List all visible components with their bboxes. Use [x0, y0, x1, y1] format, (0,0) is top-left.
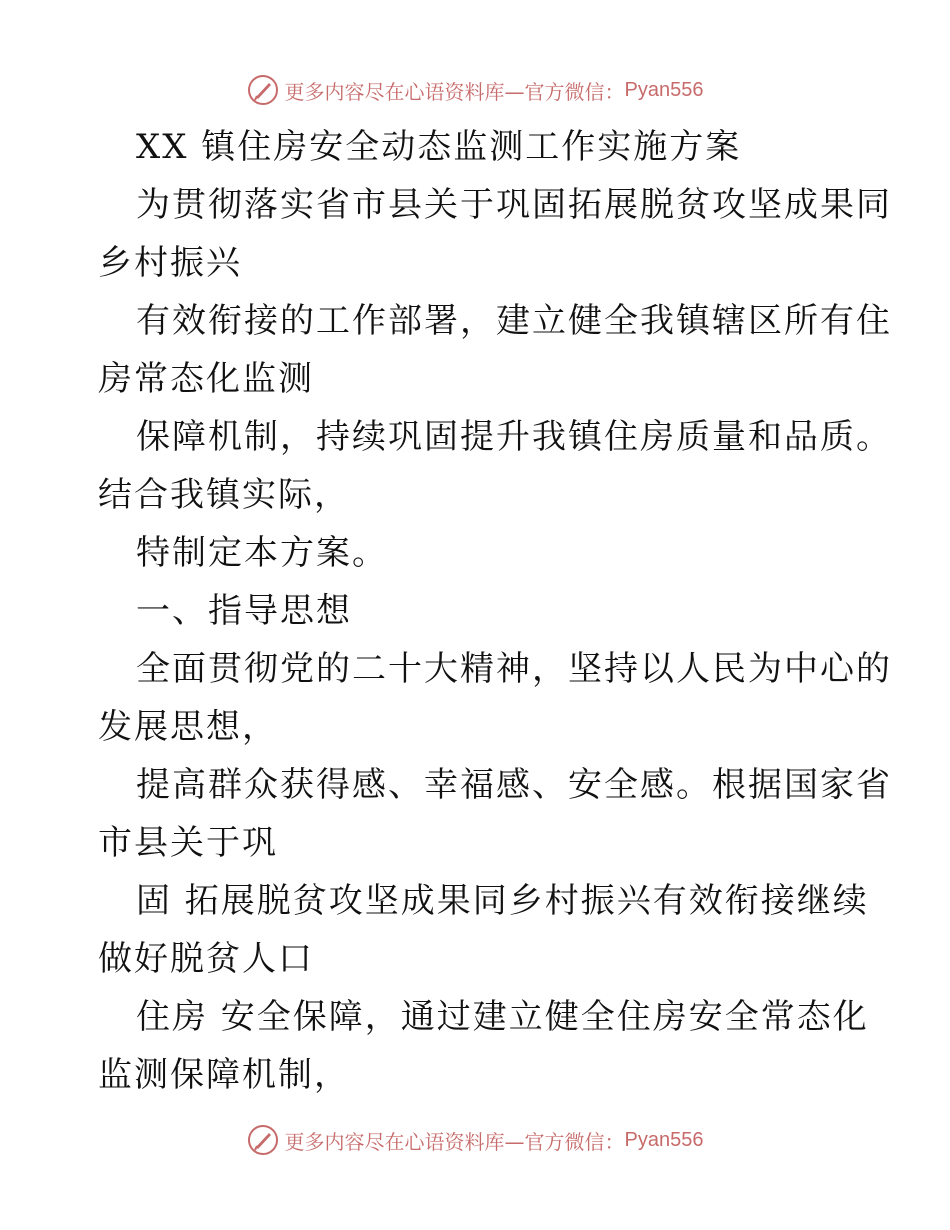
feather-pen-icon [247, 1124, 279, 1156]
paragraph-line: 为贯彻落实省市县关于巩固拓展脱贫攻坚成果同 [136, 185, 892, 225]
paragraph-line: 市县关于巩 [98, 823, 278, 863]
paragraph-line: 全面贯彻党的二十大精神，坚持以人民为中心的 [136, 649, 892, 689]
watermark-wechat-id: Pyan556 [624, 1128, 704, 1151]
paragraph-line: 结合我镇实际， [98, 475, 350, 515]
paragraph-line: 监测保障机制， [98, 1055, 350, 1095]
feather-pen-icon [247, 74, 279, 106]
footer-watermark [0, 1120, 950, 1160]
document-body [98, 118, 892, 1104]
paragraph-line: 做好脱贫人口 [98, 939, 314, 979]
header-watermark [0, 70, 950, 110]
paragraph-line: 固 拓展脱贫攻坚成果同乡村振兴有效衔接继续 [136, 881, 869, 921]
paragraph-line: 发展思想， [98, 707, 278, 747]
document-title: XX 镇住房安全动态监测工作实施方案 [136, 127, 742, 167]
watermark-text: 更多内容尽在心语资料库—官方微信： [284, 79, 625, 104]
paragraph-line: 房常态化监测 [98, 359, 314, 399]
paragraph-line: 乡村振兴 [98, 243, 242, 283]
watermark-text: 更多内容尽在心语资料库—官方微信： [284, 1129, 625, 1154]
paragraph-line: 住房 安全保障，通过建立健全住房安全常态化 [136, 997, 869, 1037]
paragraph-line: 保障机制，持续巩固提升我镇住房质量和品质。 [136, 417, 892, 457]
section-heading: 一、指导思想 [136, 591, 352, 631]
paragraph-line: 有效衔接的工作部署，建立健全我镇辖区所有住 [136, 301, 892, 341]
paragraph-line: 提高群众获得感、幸福感、安全感。根据国家省 [136, 765, 892, 805]
watermark-wechat-id: Pyan556 [624, 78, 704, 101]
paragraph-line: 特制定本方案。 [136, 533, 388, 573]
